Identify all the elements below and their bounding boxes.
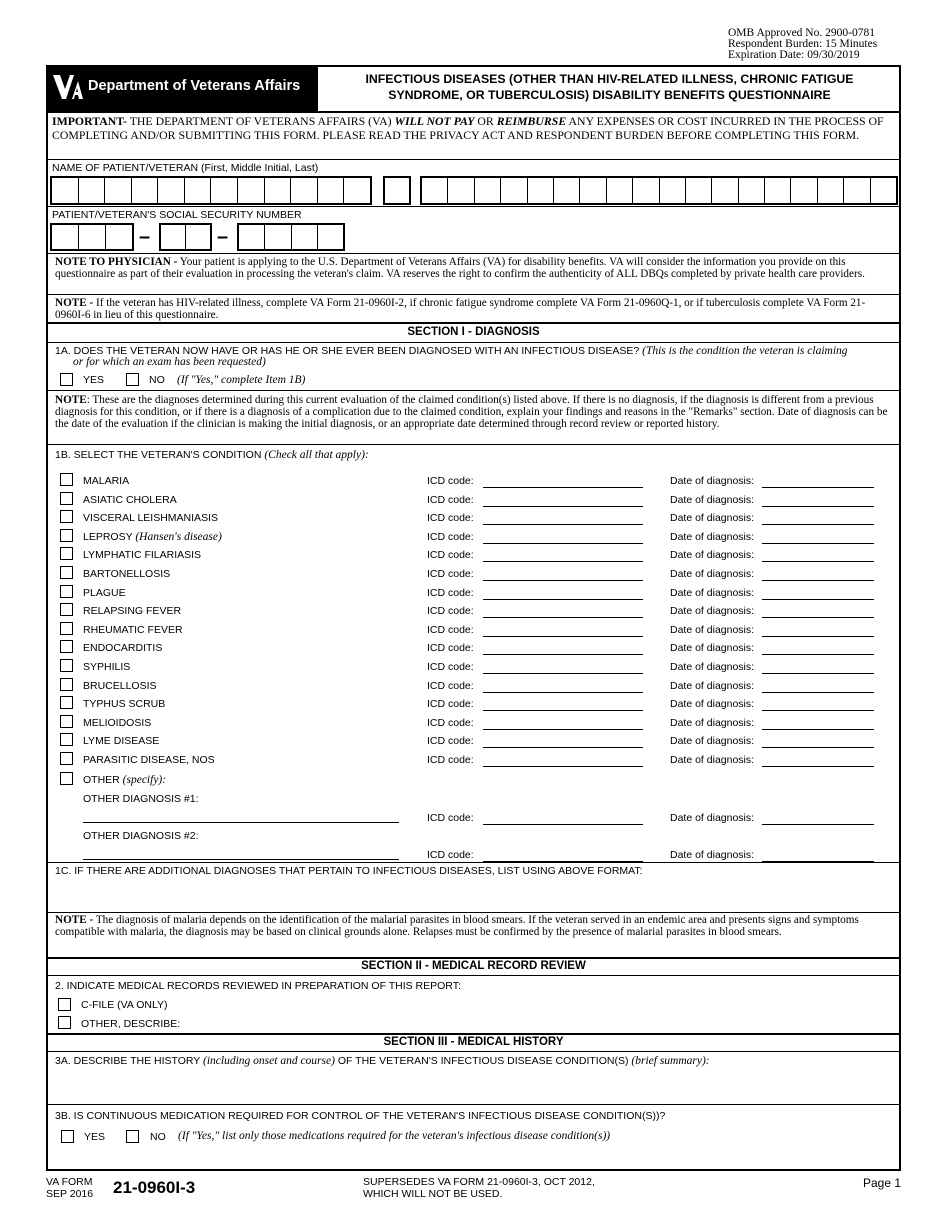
divider (46, 1104, 901, 1105)
note-hiv-text: If the veteran has HIV-related illness, complete VA Form 21-0960I-2, if chronic fatigue syndrome complete VA Form 21-0960Q-1, or if tuberculosis complete VA Form 21-0960I-6 in lieu of this questionnaire. (55, 297, 866, 321)
date-of-diagnosis-input[interactable] (762, 747, 874, 748)
icd-code-label: ICD code: (427, 475, 474, 487)
icd-code-input[interactable] (483, 487, 643, 488)
date-of-diagnosis-input[interactable] (762, 561, 874, 562)
divider (46, 322, 901, 324)
icd-code-input[interactable] (483, 524, 643, 525)
icd-code-input[interactable] (483, 543, 643, 544)
icd-code-input[interactable] (483, 636, 643, 637)
divider (46, 862, 901, 863)
note-malaria (55, 914, 895, 938)
omb-block (728, 28, 877, 61)
date-of-diagnosis-label: Date of diagnosis: (670, 512, 755, 525)
q1a-italic: (This is the condition the veteran is claiming (642, 345, 848, 357)
important-part1: THE DEPARTMENT OF VETERANS AFFAIRS (VA) (126, 114, 395, 128)
note-physician-text: Your patient is applying to the U.S. Department of Veterans Affairs (VA) for disability benefits. VA will consider the information you provide on this questionnaire as part of their evaluation in processing the veteran's claim. VA reserves the right to confirm the authenticity of ALL DBQs completed by private health care providers. (55, 256, 865, 280)
condition-label (83, 605, 181, 617)
date-of-diagnosis-input[interactable] (762, 506, 874, 507)
question-2: 2. INDICATE MEDICAL RECORDS REVIEWED IN PREPARATION OF THIS REPORT: (55, 980, 461, 992)
condition-name: BARTONELLOSIS (83, 568, 171, 580)
condition-label (83, 475, 129, 487)
agency-name: Department of Veterans Affairs (88, 78, 301, 94)
q3b-no-label: NO (150, 1131, 166, 1143)
icd-code-input[interactable] (483, 747, 643, 748)
condition-name: PARASITIC DISEASE, NOS (83, 754, 215, 766)
condition-label (83, 494, 177, 506)
note-diagnosis (55, 394, 895, 430)
date-of-diagnosis-input[interactable] (762, 692, 874, 693)
q1a-yes-checkbox[interactable] (60, 373, 73, 386)
other-label (83, 774, 166, 786)
q1a-yes-label: YES (83, 374, 105, 386)
condition-checkbox[interactable] (60, 510, 73, 523)
condition-name: LYME DISEASE (83, 735, 160, 748)
date-of-diagnosis-label: Date of diagnosis: (670, 754, 755, 766)
title-line-2: SYNDROME, OR TUBERCULOSIS) DISABILITY BENEFITS QUESTIONNAIRE (388, 88, 831, 102)
q3a-mid: OF THE VETERAN'S INFECTIOUS DISEASE CONDITION(S) (334, 1055, 632, 1067)
date-of-diagnosis-label: Date of diagnosis: (670, 475, 755, 487)
condition-label (83, 698, 165, 710)
condition-label (83, 531, 222, 543)
va-seal-icon (52, 73, 84, 101)
date-of-diagnosis-label: Date of diagnosis: (670, 661, 755, 673)
ssn-dash: – (217, 226, 229, 248)
condition-label (83, 512, 218, 524)
condition-label (83, 568, 170, 580)
q3b-hint: (If "Yes," list only those medications required for the veteran's infectious disease condition(s)) (178, 1130, 611, 1142)
q3b-no-checkbox[interactable] (126, 1130, 139, 1143)
other-checkbox[interactable] (60, 772, 73, 785)
date-of-diagnosis-label: Date of diagnosis: (670, 642, 755, 655)
icd-code-label: ICD code: (427, 642, 474, 655)
q1a-italic-2: or for which an exam has been requested) (73, 356, 266, 368)
condition-name: RHEUMATIC FEVER (83, 623, 183, 636)
date-of-diagnosis-label: Date of diagnosis: (670, 735, 755, 748)
condition-checkbox[interactable] (60, 715, 73, 728)
q3a-italic-1: (including onset and course) (203, 1055, 335, 1067)
condition-name: RELAPSING FEVER (83, 605, 182, 618)
condition-label (83, 754, 215, 766)
q3b-yes-label: YES (84, 1131, 106, 1143)
note-malaria-text: The diagnosis of malaria depends on the identification of the malarial parasites in blood smears. If the veteran served in an endemic area and presents signs and symptoms compatible with malaria, the diagnosis may be based on clinical grounds alone. Relapses must be confirmed by the presence of malarial parasites in blood smears. (55, 914, 859, 938)
icd-code-input[interactable] (483, 561, 643, 562)
condition-label (83, 549, 201, 561)
condition-checkbox[interactable] (60, 603, 73, 616)
note-diagnosis-text: : These are the diagnoses determined during this current evaluation of the claimed condition(s) listed above. If there is no diagnosis, if the diagnosis is different from a previous diagnosis for this condition, or if there is a diagnosis of a complication due to the claimed condition, explain your findings and reasons in the "Remarks" section. Date of diagnosis can be the date of the evaluation if the clinician is making the initial diagnosis, or an appropriate date determined through record review or reported history. (55, 394, 888, 430)
condition-checkbox[interactable] (60, 585, 73, 598)
icd-code-input[interactable] (483, 617, 643, 618)
date-of-diagnosis-input[interactable] (762, 617, 874, 618)
supersedes-line1: SUPERSEDES VA FORM 21-0960I-3, OCT 2012, (363, 1176, 595, 1188)
date-of-diagnosis-input[interactable] (762, 710, 874, 711)
page-number: Page 1 (863, 1176, 902, 1190)
q3b-yes-checkbox[interactable] (61, 1130, 74, 1143)
date-of-diagnosis-label: Date of diagnosis: (670, 623, 755, 636)
date-of-diagnosis-input[interactable] (762, 654, 874, 655)
question-1b (55, 449, 369, 461)
date-of-diagnosis-input[interactable] (762, 729, 874, 730)
date-of-diagnosis-label: Date of diagnosis: (670, 698, 755, 711)
ssn-label: PATIENT/VETERAN'S SOCIAL SECURITY NUMBER (52, 209, 302, 221)
other-dx2-input[interactable] (83, 859, 399, 860)
condition-name: BRUCELLOSIS (83, 679, 157, 692)
date-of-diagnosis-input[interactable] (762, 766, 874, 767)
condition-checkbox[interactable] (60, 547, 73, 560)
other-dx2-label: OTHER DIAGNOSIS #2: (83, 830, 199, 842)
title-line-1: INFECTIOUS DISEASES (OTHER THAN HIV-RELATED ILLNESS, CHRONIC FATIGUE (365, 72, 854, 86)
condition-label (83, 717, 151, 729)
condition-checkbox[interactable] (60, 640, 73, 653)
condition-label (83, 642, 162, 654)
condition-label (83, 587, 126, 599)
q1a-hint: (If "Yes," complete Item 1B) (177, 374, 306, 386)
name-label: NAME OF PATIENT/VETERAN (First, Middle Initial, Last) (52, 162, 319, 174)
divider (46, 253, 901, 254)
icd-code-label: ICD code: (427, 530, 474, 543)
q1a-text: 1A. DOES THE VETERAN NOW HAVE OR HAS HE OR SHE EVER BEEN DIAGNOSED WITH AN INFECTIOUS DISEASE? (55, 345, 643, 357)
condition-checkbox[interactable] (60, 752, 73, 765)
icd-code-label: ICD code: (427, 754, 474, 766)
divider (46, 159, 901, 160)
last-name-input[interactable] (420, 176, 898, 205)
va-header (46, 65, 316, 111)
supersedes-line2: WHICH WILL NOT BE USED. (363, 1188, 503, 1200)
other-dx1-input[interactable] (83, 822, 399, 823)
date-of-diagnosis-input[interactable] (762, 487, 874, 488)
section-1-title: SECTION I - DIAGNOSIS (407, 326, 540, 338)
cfile-checkbox[interactable] (58, 998, 71, 1011)
condition-note: (Hansen's disease) (135, 530, 222, 543)
divider (46, 294, 901, 295)
form-date: SEP 2016 (46, 1188, 94, 1200)
icd-code-label: ICD code: (427, 716, 474, 729)
middle-initial-input[interactable] (383, 176, 411, 205)
q1b-text: 1B. SELECT THE VETERAN'S CONDITION (55, 449, 265, 461)
note-hiv (55, 297, 895, 321)
divider (46, 1033, 901, 1035)
condition-name: ENDOCARDITIS (83, 642, 163, 655)
note-malaria-lead: NOTE - (55, 914, 94, 926)
form-title (318, 71, 901, 103)
other-text: OTHER (83, 774, 123, 786)
note-physician-lead: NOTE TO PHYSICIAN - (55, 256, 178, 268)
condition-name: PLAGUE (83, 586, 126, 599)
other-records-label: OTHER, DESCRIBE: (81, 1018, 181, 1030)
condition-name: TYPHUS SCRUB (83, 698, 166, 711)
condition-checkbox[interactable] (60, 622, 73, 635)
condition-name: VISCERAL LEISHMANIASIS (83, 512, 218, 525)
date-of-diagnosis-label: Date of diagnosis: (670, 716, 755, 729)
icd-code-label: ICD code: (427, 549, 474, 562)
date-of-diagnosis-label: Date of diagnosis: (670, 493, 755, 506)
important-lead: IMPORTANT- (52, 114, 127, 128)
icd-code-label: ICD code: (427, 512, 474, 525)
date-of-diagnosis-label: Date of diagnosis: (670, 530, 755, 543)
divider (46, 342, 901, 343)
icd-code-input[interactable] (483, 692, 643, 693)
note-hiv-lead: NOTE - (55, 297, 94, 309)
expiration-date: Expiration Date: 09/30/2019 (728, 49, 860, 61)
respondent-burden: Respondent Burden: 15 Minutes (728, 38, 878, 50)
icd-code-input[interactable] (483, 599, 643, 600)
date-of-diagnosis-label: Date of diagnosis: (670, 679, 755, 692)
divider (46, 390, 901, 391)
form-number: 21-0960I-3 (113, 1178, 196, 1197)
condition-checkbox[interactable] (60, 529, 73, 542)
condition-checkbox[interactable] (60, 492, 73, 505)
condition-checkbox[interactable] (60, 696, 73, 709)
condition-label (83, 735, 159, 747)
date-of-diagnosis-input[interactable] (762, 636, 874, 637)
note-diagnosis-lead: NOTE (55, 394, 87, 406)
section-2-title: SECTION II - MEDICAL RECORD REVIEW (361, 960, 586, 972)
divider (46, 957, 901, 959)
reimburse: REIMBURSE (496, 114, 567, 128)
date-of-diagnosis-label: Date of diagnosis: (670, 605, 755, 618)
icd-code-label: ICD code: (427, 493, 474, 506)
icd-code-input[interactable] (483, 506, 643, 507)
condition-label (83, 661, 130, 673)
icd-code-label: ICD code: (427, 623, 474, 636)
condition-name: LYMPHATIC FILARIASIS (83, 549, 202, 562)
important-part2: ANY EXPENSES OR COST INCURRED IN THE PROCESS OF COMPLETING AND/OR SUBMITTING THIS FORM. PLEASE READ THE PRIVACY ACT AND RESPONDENT BURDEN BEFORE COMPLETING THIS FORM. (52, 114, 884, 142)
date-of-diagnosis-input[interactable] (762, 524, 874, 525)
icd-code-label: ICD code: (427, 605, 474, 618)
will-not-pay: WILL NOT PAY (394, 114, 475, 128)
important-or: OR (474, 114, 497, 128)
form-label: VA FORM (46, 1176, 93, 1188)
divider (46, 975, 901, 976)
icd-code-label: ICD code: (427, 679, 474, 692)
q3a-italic-2: (brief summary): (631, 1055, 710, 1067)
date-of-diagnosis-label: Date of diagnosis: (670, 549, 755, 562)
omb-approved: OMB Approved No. 2900-0781 (728, 27, 875, 39)
condition-label (83, 680, 157, 692)
other-dx1-label: OTHER DIAGNOSIS #1: (83, 793, 199, 805)
icd-code-input[interactable] (483, 673, 643, 674)
condition-name: ASIATIC CHOLERA (83, 493, 177, 506)
date-of-diagnosis-input[interactable] (762, 580, 874, 581)
condition-checkbox[interactable] (60, 473, 73, 486)
condition-label (83, 624, 183, 636)
date-of-diagnosis-input[interactable] (762, 673, 874, 674)
condition-name: MALARIA (83, 475, 130, 487)
date-of-diagnosis-input[interactable] (762, 543, 874, 544)
icd-code-label: ICD code: (427, 698, 474, 711)
icd-code-label: ICD code: (427, 661, 474, 673)
important-notice (52, 114, 897, 142)
condition-name: SYPHILIS (83, 661, 131, 673)
other-dx2-icd-label: ICD code: (427, 849, 474, 861)
icd-code-label: ICD code: (427, 568, 474, 580)
ssn-dash: – (139, 226, 151, 248)
other-dx1-icd-label: ICD code: (427, 812, 474, 824)
date-of-diagnosis-input[interactable] (762, 599, 874, 600)
q3a-text: 3A. DESCRIBE THE HISTORY (55, 1055, 204, 1067)
condition-name: MELIOIDOSIS (83, 716, 152, 729)
condition-checkbox[interactable] (60, 566, 73, 579)
icd-code-input[interactable] (483, 580, 643, 581)
question-3b: 3B. IS CONTINUOUS MEDICATION REQUIRED FOR CONTROL OF THE VETERAN'S INFECTIOUS DISEASE CONDITION(S))? (55, 1110, 666, 1122)
ssn-part2-input[interactable] (159, 223, 212, 251)
q1a-no-label: NO (149, 374, 165, 386)
icd-code-input[interactable] (483, 710, 643, 711)
cfile-label: C-FILE (VA ONLY) (81, 999, 168, 1011)
section-3-title: SECTION III - MEDICAL HISTORY (383, 1036, 564, 1048)
other-italic: (specify): (122, 774, 167, 786)
divider (46, 912, 901, 913)
other-dx1-icd-input[interactable] (483, 824, 643, 825)
date-of-diagnosis-label: Date of diagnosis: (670, 568, 755, 580)
date-of-diagnosis-label: Date of diagnosis: (670, 586, 755, 599)
q1b-italic: (Check all that apply): (264, 449, 369, 461)
other-dx2-date-label: Date of diagnosis: (670, 849, 755, 861)
icd-code-label: ICD code: (427, 735, 474, 748)
divider (46, 206, 901, 207)
other-records-checkbox[interactable] (58, 1016, 71, 1029)
condition-name: LEPROSY (83, 530, 136, 543)
icd-code-input[interactable] (483, 729, 643, 730)
icd-code-label: ICD code: (427, 586, 474, 599)
first-name-input[interactable] (50, 176, 372, 205)
ssn-part3-input[interactable] (237, 223, 345, 251)
divider (46, 1051, 901, 1052)
condition-checkbox[interactable] (60, 659, 73, 672)
condition-checkbox[interactable] (60, 678, 73, 691)
icd-code-input[interactable] (483, 766, 643, 767)
question-1c: 1C. IF THERE ARE ADDITIONAL DIAGNOSES THAT PERTAIN TO INFECTIOUS DISEASES, LIST USING ABOVE FORMAT: (55, 865, 643, 877)
q1a-no-checkbox[interactable] (126, 373, 139, 386)
icd-code-input[interactable] (483, 654, 643, 655)
note-to-physician (55, 256, 895, 280)
ssn-part1-input[interactable] (50, 223, 134, 251)
other-dx1-date-input[interactable] (762, 824, 874, 825)
question-3a (55, 1055, 710, 1067)
divider (46, 111, 901, 113)
other-dx1-date-label: Date of diagnosis: (670, 812, 755, 824)
divider (46, 444, 901, 445)
condition-checkbox[interactable] (60, 733, 73, 746)
